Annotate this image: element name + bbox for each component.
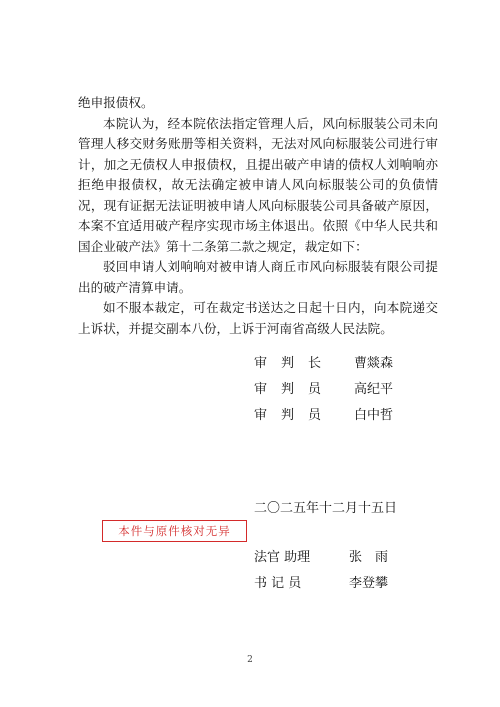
judge-row-presiding	[254, 352, 393, 371]
judge-role: 审判员	[254, 382, 336, 397]
clerk-name: 李登攀	[349, 576, 389, 591]
clerk-role: 书 记 员	[254, 576, 302, 591]
clerk-row-recorder	[254, 572, 388, 591]
ruling-date: 二〇二五年十二月十五日	[254, 501, 398, 516]
paragraph-0: 绝申报债权。	[78, 95, 154, 110]
judge-row-1	[254, 378, 393, 397]
judge-name: 白中哲	[354, 408, 394, 423]
ruling-body	[78, 93, 438, 339]
judge-name: 高纪平	[354, 382, 394, 397]
judge-row-2	[254, 404, 393, 423]
clerk-row-assistant	[254, 546, 388, 565]
judge-role: 审判长	[254, 356, 336, 371]
paragraph-1: 本院认为，经本院依法指定管理人后，风向标服装公司未向管理人移交财务账册等相关资料，无法对风向标服装公司进行审计，加之无债权人申报债权，且提出破产申请的债权人刘响响亦拒绝申报债权，故无法确定被申请人风向标服装公司的负债情况，现有证据无法证明被申请人风向标服装公司具备破产原因，本案不宜适用破产程序实现市场主体退出。依照《中华人民共和国企业破产法》第十二条第二款之规定，裁定如下：	[78, 115, 438, 254]
clerk-name: 张 雨	[349, 550, 389, 565]
clerk-role: 法官 助理	[254, 550, 311, 565]
page-number: 2	[247, 655, 253, 665]
paragraph-2: 驳回申请人刘响响对被申请人商丘市风向标服装有限公司提出的破产清算申请。	[78, 259, 438, 295]
judge-role: 审判员	[254, 408, 336, 423]
paragraph-3: 如不服本裁定，可在裁定书送达之日起十日内，向本院递交上诉状，并提交副本八份，上诉于河南省高级人民法院。	[78, 300, 438, 336]
judge-name: 曹燚森	[354, 356, 394, 371]
verification-stamp: 本件与原件核对无异	[102, 520, 247, 542]
